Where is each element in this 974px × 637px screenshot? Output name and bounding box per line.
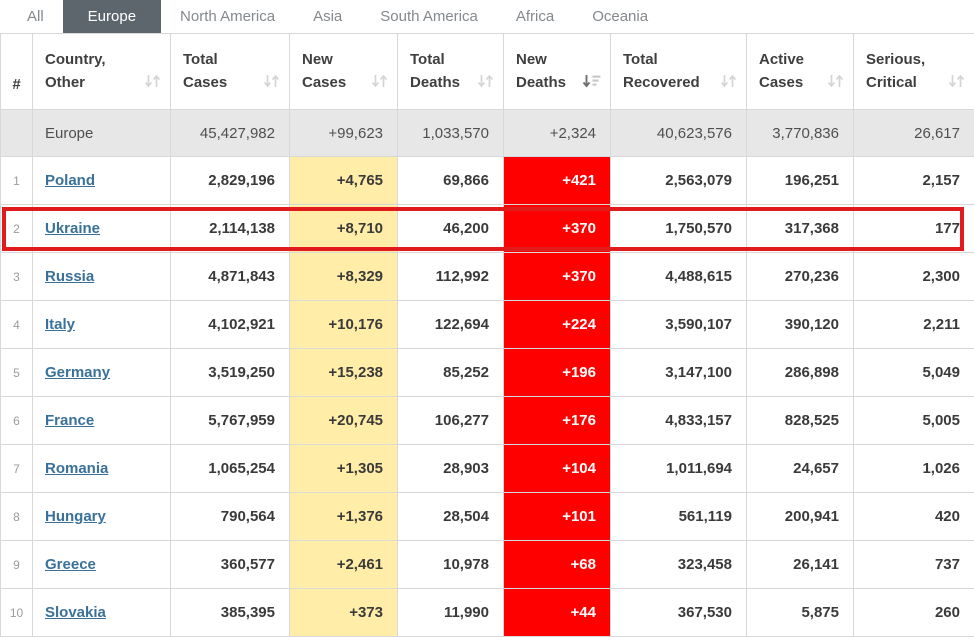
table-row-slovakia (1, 589, 974, 637)
active-cases-cell: 828,525 (747, 397, 854, 445)
rank-cell: 4 (1, 301, 33, 349)
header-serious-critical[interactable]: Serious, Critical (854, 34, 974, 110)
country-cell (33, 349, 171, 397)
header-rank: # (1, 34, 33, 110)
new-deaths-cell: +104 (504, 445, 611, 493)
total-cases-cell: 3,519,250 (171, 349, 290, 397)
new-cases-cell: +99,623 (290, 110, 398, 157)
new-cases-cell: +373 (290, 589, 398, 637)
total-recovered-cell: 367,530 (611, 589, 747, 637)
continent-name: Europe (33, 110, 171, 157)
total-recovered-cell: 3,590,107 (611, 301, 747, 349)
total-deaths-cell: 11,990 (398, 589, 504, 637)
active-cases-cell: 3,770,836 (747, 110, 854, 157)
rank-cell: 10 (1, 589, 33, 637)
new-cases-cell: +10,176 (290, 301, 398, 349)
active-cases-cell: 317,368 (747, 205, 854, 253)
total-cases-cell: 5,767,959 (171, 397, 290, 445)
serious-critical-cell: 1,026 (854, 445, 974, 493)
header-country[interactable]: Country, Other (33, 34, 171, 110)
sort-both-icon (477, 74, 494, 92)
sort-both-icon (263, 74, 280, 92)
serious-critical-cell: 5,005 (854, 397, 974, 445)
total-recovered-cell: 4,833,157 (611, 397, 747, 445)
total-deaths-cell: 28,903 (398, 445, 504, 493)
country-link-russia[interactable]: Russia (45, 268, 94, 285)
total-cases-cell: 790,564 (171, 493, 290, 541)
rank-cell (1, 110, 33, 157)
continent-tabbar (0, 0, 974, 33)
country-link-hungary[interactable]: Hungary (45, 508, 106, 525)
country-link-slovakia[interactable]: Slovakia (45, 604, 106, 621)
total-cases-cell: 1,065,254 (171, 445, 290, 493)
country-cell (33, 301, 171, 349)
total-cases-cell: 2,829,196 (171, 157, 290, 205)
serious-critical-cell: 737 (854, 541, 974, 589)
total-deaths-cell: 112,992 (398, 253, 504, 301)
total-cases-cell: 360,577 (171, 541, 290, 589)
total-cases-cell: 4,102,921 (171, 301, 290, 349)
table-row-ukraine (1, 205, 974, 253)
total-recovered-cell: 323,458 (611, 541, 747, 589)
serious-critical-cell: 2,157 (854, 157, 974, 205)
total-deaths-cell: 1,033,570 (398, 110, 504, 157)
table-row-poland (1, 157, 974, 205)
active-cases-cell: 5,875 (747, 589, 854, 637)
rank-cell: 5 (1, 349, 33, 397)
new-cases-cell: +1,376 (290, 493, 398, 541)
tab-oceania[interactable]: Oceania (573, 0, 667, 33)
sort-both-icon (144, 74, 161, 92)
new-deaths-cell: +176 (504, 397, 611, 445)
table-row-france (1, 397, 974, 445)
new-cases-cell: +8,329 (290, 253, 398, 301)
active-cases-cell: 196,251 (747, 157, 854, 205)
header-new-deaths[interactable]: New Deaths (504, 34, 611, 110)
total-deaths-cell: 28,504 (398, 493, 504, 541)
tab-all[interactable]: All (8, 0, 63, 33)
total-cases-cell: 385,395 (171, 589, 290, 637)
total-recovered-cell: 4,488,615 (611, 253, 747, 301)
table-row-russia (1, 253, 974, 301)
serious-critical-cell: 26,617 (854, 110, 974, 157)
sort-both-icon (371, 74, 388, 92)
country-cell (33, 493, 171, 541)
total-recovered-cell: 2,563,079 (611, 157, 747, 205)
header-active-cases[interactable]: Active Cases (747, 34, 854, 110)
header-new-cases[interactable]: New Cases (290, 34, 398, 110)
rank-cell: 3 (1, 253, 33, 301)
sort-both-icon (827, 74, 844, 92)
country-cell (33, 541, 171, 589)
country-link-italy[interactable]: Italy (45, 316, 75, 333)
country-link-greece[interactable]: Greece (45, 556, 96, 573)
rank-cell: 9 (1, 541, 33, 589)
country-link-france[interactable]: France (45, 412, 94, 429)
total-deaths-cell: 85,252 (398, 349, 504, 397)
total-deaths-cell: 69,866 (398, 157, 504, 205)
total-recovered-cell: 561,119 (611, 493, 747, 541)
active-cases-cell: 24,657 (747, 445, 854, 493)
table-row-hungary (1, 493, 974, 541)
total-deaths-cell: 106,277 (398, 397, 504, 445)
country-link-romania[interactable]: Romania (45, 460, 108, 477)
country-cell (33, 397, 171, 445)
new-deaths-cell: +101 (504, 493, 611, 541)
rank-cell: 1 (1, 157, 33, 205)
tab-asia[interactable]: Asia (294, 0, 361, 33)
active-cases-cell: 286,898 (747, 349, 854, 397)
new-cases-cell: +15,238 (290, 349, 398, 397)
total-recovered-cell: 40,623,576 (611, 110, 747, 157)
total-recovered-cell: 1,750,570 (611, 205, 747, 253)
header-total-deaths[interactable]: Total Deaths (398, 34, 504, 110)
total-deaths-cell: 10,978 (398, 541, 504, 589)
serious-critical-cell: 2,300 (854, 253, 974, 301)
active-cases-cell: 270,236 (747, 253, 854, 301)
table-row-italy (1, 301, 974, 349)
tab-europe[interactable]: Europe (63, 0, 161, 33)
header-row (1, 34, 974, 110)
tab-south-america[interactable]: South America (361, 0, 497, 33)
active-cases-cell: 390,120 (747, 301, 854, 349)
rank-cell: 8 (1, 493, 33, 541)
new-cases-cell: +20,745 (290, 397, 398, 445)
new-deaths-cell: +421 (504, 157, 611, 205)
rank-cell: 6 (1, 397, 33, 445)
new-cases-cell: +8,710 (290, 205, 398, 253)
new-cases-cell: +1,305 (290, 445, 398, 493)
total-cases-cell: 45,427,982 (171, 110, 290, 157)
new-deaths-cell: +224 (504, 301, 611, 349)
country-link-ukraine[interactable]: Ukraine (45, 220, 100, 237)
new-deaths-cell: +68 (504, 541, 611, 589)
new-deaths-cell: +2,324 (504, 110, 611, 157)
country-cell (33, 589, 171, 637)
header-total-cases[interactable]: Total Cases (171, 34, 290, 110)
new-deaths-cell: +196 (504, 349, 611, 397)
table-row-germany (1, 349, 974, 397)
country-link-poland[interactable]: Poland (45, 172, 95, 189)
country-cell (33, 157, 171, 205)
serious-critical-cell: 177 (854, 205, 974, 253)
new-cases-cell: +4,765 (290, 157, 398, 205)
serious-critical-cell: 420 (854, 493, 974, 541)
serious-critical-cell: 260 (854, 589, 974, 637)
total-recovered-cell: 3,147,100 (611, 349, 747, 397)
country-cell (33, 253, 171, 301)
total-deaths-cell: 46,200 (398, 205, 504, 253)
sort-both-icon (948, 74, 965, 92)
new-deaths-cell: +370 (504, 205, 611, 253)
table-row-greece (1, 541, 974, 589)
total-deaths-cell: 122,694 (398, 301, 504, 349)
new-deaths-cell: +370 (504, 253, 611, 301)
tab-north-america[interactable]: North America (161, 0, 294, 33)
header-total-recovered[interactable]: Total Recovered (611, 34, 747, 110)
country-cell (33, 445, 171, 493)
new-deaths-cell: +44 (504, 589, 611, 637)
sort-descending-active-icon (582, 74, 601, 92)
total-cases-cell: 2,114,138 (171, 205, 290, 253)
table-row-romania (1, 445, 974, 493)
sort-both-icon (720, 74, 737, 92)
covid-stats-table (0, 33, 974, 637)
total-recovered-cell: 1,011,694 (611, 445, 747, 493)
serious-critical-cell: 2,211 (854, 301, 974, 349)
summary-row-europe (1, 110, 974, 157)
rank-cell: 7 (1, 445, 33, 493)
active-cases-cell: 26,141 (747, 541, 854, 589)
country-link-germany[interactable]: Germany (45, 364, 110, 381)
serious-critical-cell: 5,049 (854, 349, 974, 397)
country-cell (33, 205, 171, 253)
rank-cell: 2 (1, 205, 33, 253)
total-cases-cell: 4,871,843 (171, 253, 290, 301)
new-cases-cell: +2,461 (290, 541, 398, 589)
active-cases-cell: 200,941 (747, 493, 854, 541)
tab-africa[interactable]: Africa (497, 0, 573, 33)
